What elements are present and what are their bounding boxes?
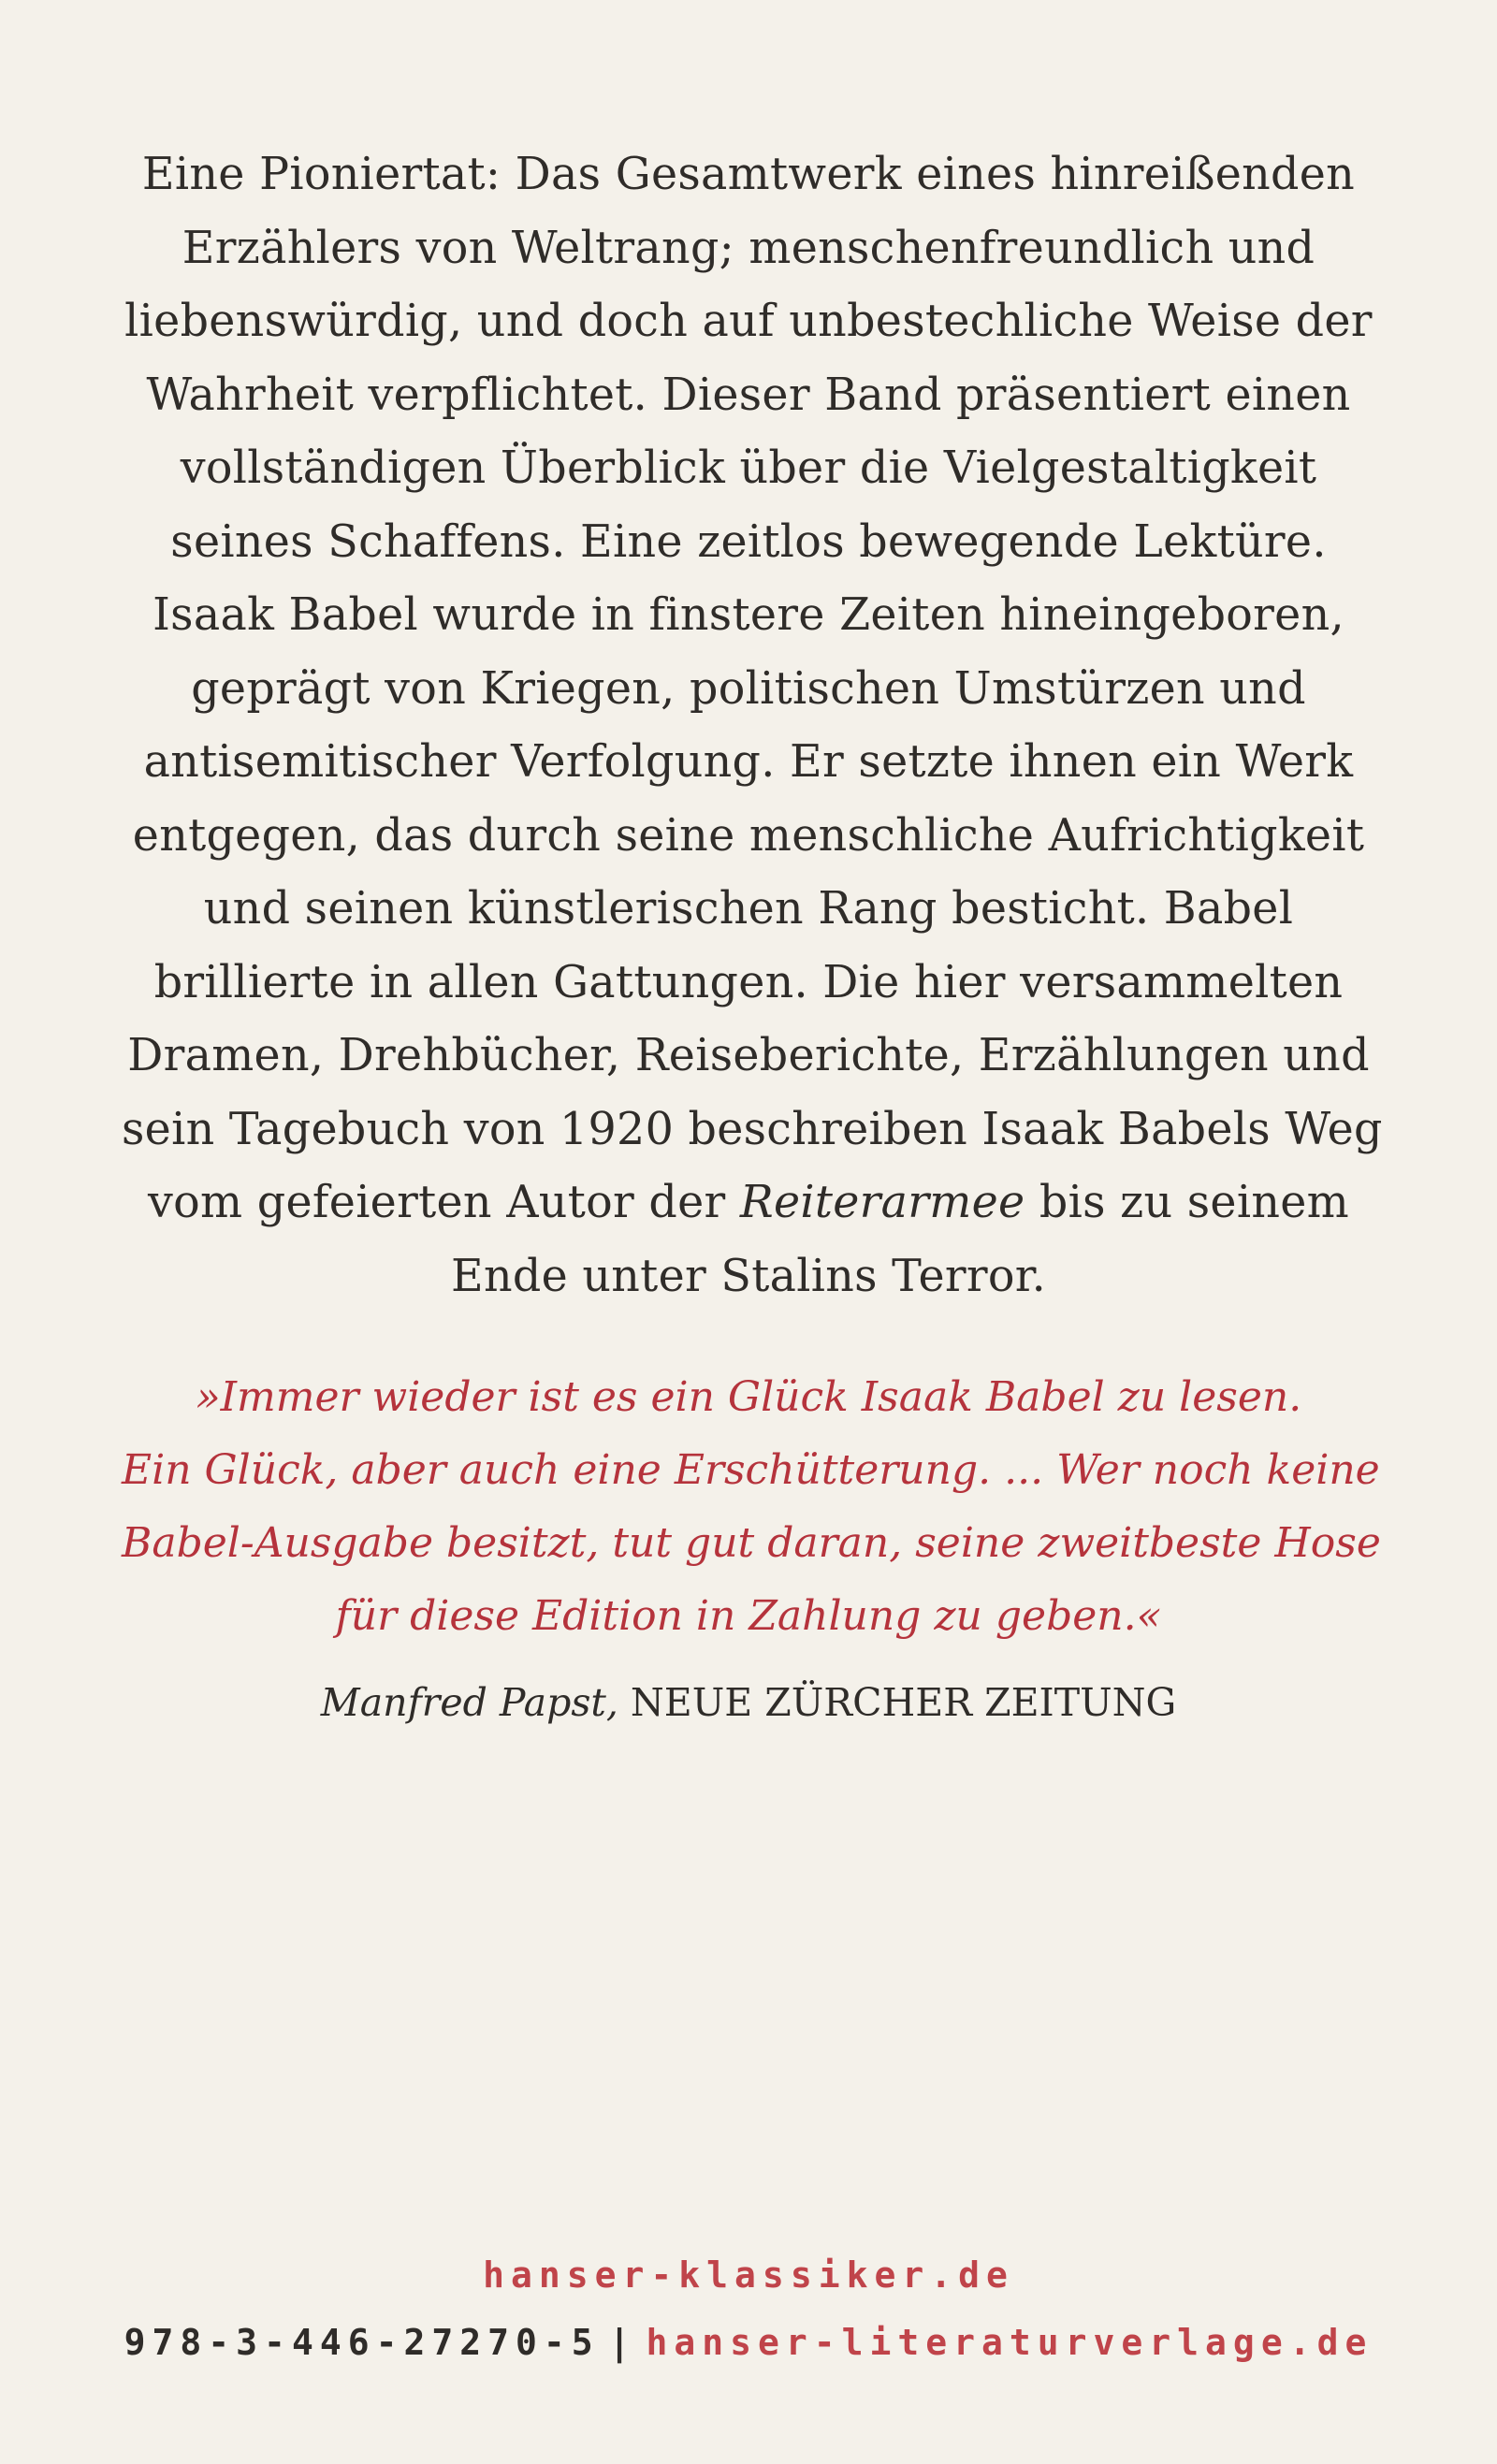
blurb-text-fragment: vom gefeierten Autor der [148, 1177, 740, 1228]
quote-source: NEUE ZÜRCHER ZEITUNG [630, 1680, 1177, 1725]
blurb-line: entgegen, das durch seine menschliche Aufrichtigkeit [132, 809, 1365, 862]
quote-line: Babel-Ausgabe besitzt, tut gut daran, seine zweitbeste Hose [122, 1519, 1381, 1567]
blurb-line: Erzählers von Weltrang; menschenfreundlich und [182, 222, 1315, 274]
quote-line: für diese Edition in Zahlung zu geben.« [335, 1592, 1162, 1640]
press-quote [122, 1361, 1381, 1653]
quote-attribution [122, 1674, 1375, 1731]
blurb-line: geprägt von Kriegen, politischen Umstürzen und [191, 662, 1306, 715]
blurb-line: vollständigen Überblick über die Vielgestaltigkeit [180, 442, 1317, 494]
blurb-line: liebenswürdig, und doch auf unbestechliche Weise der [124, 296, 1373, 347]
blurb-line: sein Tagebuch von 1920 beschreiben Isaak Babels Weg [122, 1103, 1383, 1155]
blurb-line: und seinen künstlerischen Rang besticht. Babel [203, 883, 1294, 935]
blurb-line [122, 1167, 1375, 1240]
blurb-line: Wahrheit verpflichtet. Dieser Band präsentiert einen [146, 369, 1351, 421]
book-title-reiterarmee: Reiterarmee [739, 1177, 1025, 1228]
blurb-line: seines Schaffens. Eine zeitlos bewegende Lektüre. [170, 515, 1327, 568]
blurb-line: antisemitischer Verfolgung. Er setzte ihnen ein Werk [143, 736, 1354, 788]
footer-bottom-row [0, 2322, 1497, 2363]
blurb-line: Dramen, Drehbücher, Reiseberichte, Erzählungen und [127, 1030, 1370, 1081]
quote-line: Ein Glück, aber auch eine Erschütterung. ... Wer noch keine [122, 1446, 1380, 1494]
footer-separator: | [608, 2322, 637, 2363]
quote-author: Manfred Papst, [320, 1680, 618, 1725]
blurb-line: brillierte in allen Gattungen. Die hier versammelten [153, 956, 1344, 1008]
blurb-text-fragment: bis zu seinem [1025, 1177, 1349, 1228]
footer-website-classics[interactable]: hanser-klassiker.de [483, 2254, 1014, 2296]
footer-website-publisher[interactable]: hanser-literaturverlage.de [646, 2322, 1373, 2363]
blurb-line: Isaak Babel wurde in finstere Zeiten hineingeboren, [153, 589, 1344, 641]
isbn-number: 978-3-446-27270-5 [124, 2322, 600, 2363]
blurb-text [122, 138, 1383, 1313]
quote-line: »Immer wieder ist es ein Glück Isaak Babel zu lesen. [195, 1373, 1302, 1421]
blurb-line: Eine Pioniertat: Das Gesamtwerk eines hinreißenden [141, 149, 1356, 200]
blurb-line: Ende unter Stalins Terror. [451, 1250, 1046, 1302]
